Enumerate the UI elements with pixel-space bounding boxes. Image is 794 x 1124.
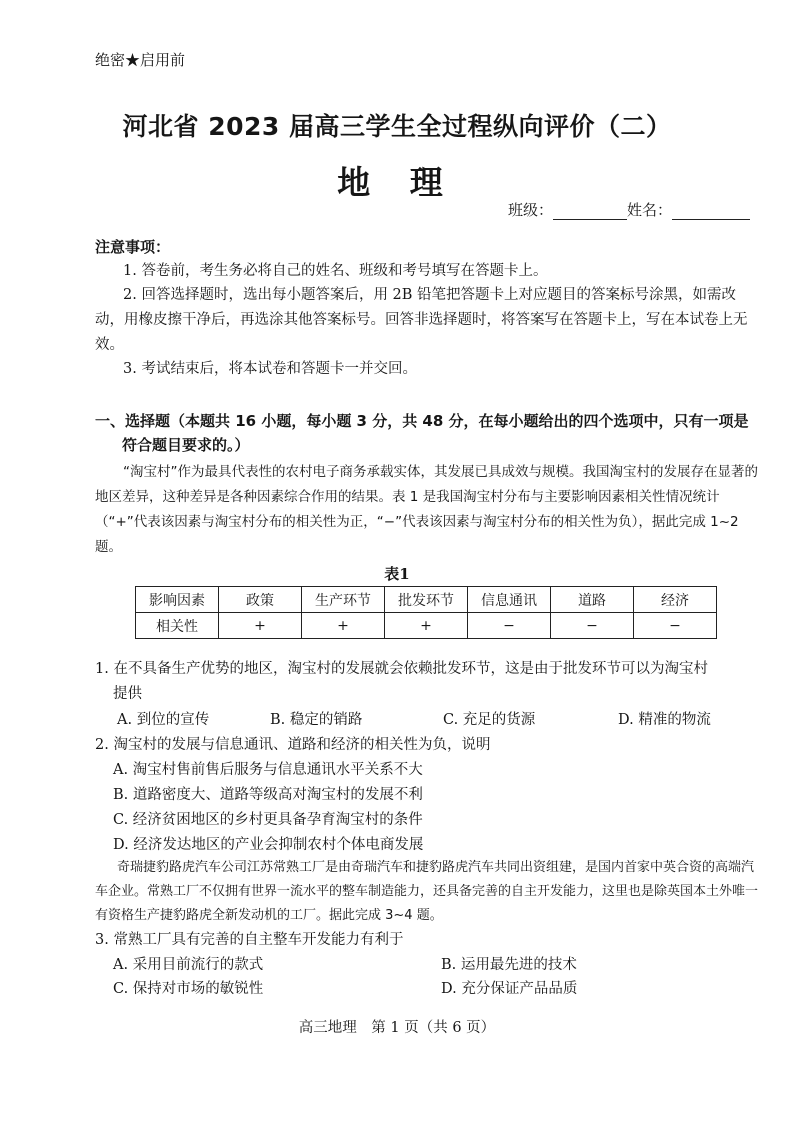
q1-option-a: A. 到位的宣传 xyxy=(117,712,210,728)
question-2-stem: 2. 淘宝村的发展与信息通讯、道路和经济的相关性为负，说明 xyxy=(95,737,491,753)
class-label: 班级： xyxy=(508,201,554,219)
name-blank xyxy=(672,205,750,220)
table-cell: − xyxy=(468,613,551,639)
confidential-label: 绝密★启用前 xyxy=(95,51,186,69)
class-blank xyxy=(553,205,627,220)
q1-option-c: C. 充足的货源 xyxy=(443,712,536,728)
table-cell: 生产环节 xyxy=(302,587,385,613)
table-cell: 经济 xyxy=(634,587,717,613)
correlation-table xyxy=(135,586,717,639)
q2-option-c: C. 经济贫困地区的乡村更具备孕育淘宝村的条件 xyxy=(113,812,423,828)
name-label: 姓名： xyxy=(627,201,673,219)
q3-option-d: D. 充分保证产品品质 xyxy=(441,981,578,997)
exam-title: 河北省 2023 届高三学生全过程纵向评价（二） xyxy=(122,112,672,141)
notice-item-1: 1. 答卷前，考生务必将自己的姓名、班级和考号填写在答题卡上。 xyxy=(123,263,548,279)
table-cell: 信息通讯 xyxy=(468,587,551,613)
table-cell: + xyxy=(219,613,302,639)
question-1-stem-cont: 提供 xyxy=(113,686,142,702)
table-cell: 相关性 xyxy=(136,613,219,639)
table-cell: 道路 xyxy=(551,587,634,613)
q2-option-b: B. 道路密度大、道路等级高对淘宝村的发展不利 xyxy=(113,787,423,803)
notice-heading: 注意事项： xyxy=(95,238,171,256)
student-info xyxy=(508,199,750,220)
subject-title: 地 理 xyxy=(337,163,457,202)
table-cell: − xyxy=(551,613,634,639)
q1-option-d: D. 精准的物流 xyxy=(618,712,711,728)
page-footer: 高三地理 第 1 页（共 6 页） xyxy=(298,1020,496,1036)
notice-item-3: 3. 考试结束后，将本试卷和答题卡一并交回。 xyxy=(123,361,417,377)
table-cell: + xyxy=(302,613,385,639)
passage-chery-jlr: 奇瑞捷豹路虎汽车公司江苏常熟工厂是由奇瑞汽车和捷豹路虎汽车共同出资组建，是国内首家中英合资的高端汽车企业。常熟工厂不仅拥有世界一流水平的整车制造能力，还具备完善的自主开发能力，这里也是除英国本土外唯一有资格生产捷豹路虎全新发动机的工厂。据此完成 3~4 题。 xyxy=(95,860,759,923)
table-cell: − xyxy=(634,613,717,639)
section-title-line1: 一、选择题（本题共 16 小题，每小题 3 分，共 48 分，在每小题给出的四个选项中，只有一项是 xyxy=(95,412,749,430)
table-cell: 政策 xyxy=(219,587,302,613)
notice-item-2: 2. 回答选择题时，选出每小题答案后，用 2B 铅笔把答题卡上对应题目的答案标号涂黑，如需改动，用橡皮擦干净后，再选涂其他答案标号。回答非选择题时，将答案写在答题卡上，写在本试卷上无效。 xyxy=(95,287,748,353)
question-3-stem: 3. 常熟工厂具有完善的自主整车开发能力有利于 xyxy=(95,932,404,948)
question-1-stem: 1. 在不具备生产优势的地区，淘宝村的发展就会依赖批发环节，这是由于批发环节可以为淘宝村 xyxy=(95,661,708,677)
q2-option-a: A. 淘宝村售前售后服务与信息通讯水平关系不大 xyxy=(113,762,423,778)
passage-taobao: “淘宝村”作为最具代表性的农村电子商务承载实体，其发展已具成效与规模。我国淘宝村的发展存在显著的地区差异，这种差异是各种因素综合作用的结果。表 1 是我国淘宝村分布与主要影响因素相关性情况统计（“+”代表该因素与淘宝村分布的相关性为正，“−”代表该因素与淘宝村分布的相关性为负），据此完成 1~2 题。 xyxy=(95,464,758,555)
q3-option-b: B. 运用最先进的技术 xyxy=(441,957,577,973)
table-cell: + xyxy=(385,613,468,639)
q2-option-d: D. 经济发达地区的产业会抑制农村个体电商发展 xyxy=(113,837,424,853)
q1-option-b: B. 稳定的销路 xyxy=(270,712,363,728)
section-title-line2: 符合题目要求的。） xyxy=(122,436,250,454)
q3-option-a: A. 采用目前流行的款式 xyxy=(113,957,264,973)
table-caption: 表1 xyxy=(384,565,410,583)
table-row xyxy=(136,613,717,639)
table-row xyxy=(136,587,717,613)
q3-option-c: C. 保持对市场的敏锐性 xyxy=(113,981,264,997)
table-cell: 批发环节 xyxy=(385,587,468,613)
table-cell: 影响因素 xyxy=(136,587,219,613)
